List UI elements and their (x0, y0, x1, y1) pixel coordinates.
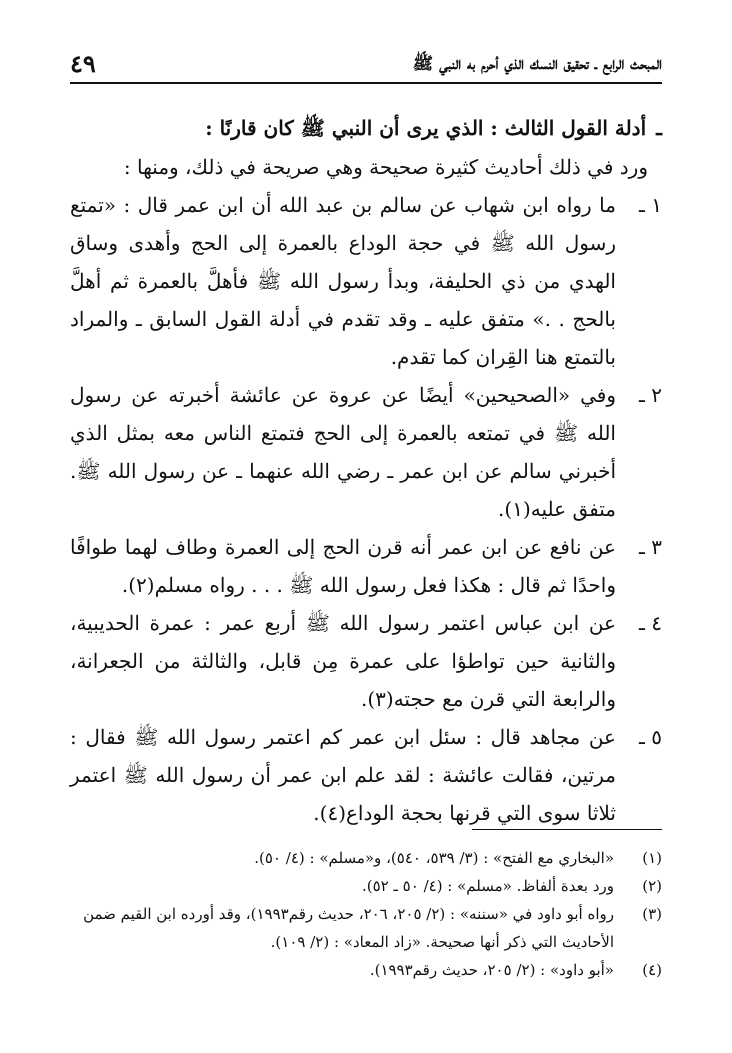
footnote (70, 900, 662, 956)
footnote (70, 956, 662, 984)
hadith-item (70, 376, 662, 528)
page-body (70, 108, 662, 832)
heading-text: أدلة القول الثالث : الذي يرى أن النبي ﷺ كان قارنًا : (205, 116, 647, 140)
item-number: ١ ـ (639, 193, 662, 217)
footnote-number: (٢) (642, 877, 662, 895)
footnote-text: ورد بعدة ألفاظ. «مسلم» : (٤/ ٥٠ ـ ٥٢). (361, 877, 614, 895)
item-text: عن مجاهد قال : سئل ابن عمر كم اعتمر رسول الله ﷺ فقال : مرتين، فقالت عائشة : لقد علم ابن عمر أن رسول الله ﷺ اعتمر ثلاثا سوى التي قرنها بحجة الوداع(٤). (70, 725, 616, 825)
footnote (70, 844, 662, 872)
heading-dash: ـ (656, 116, 662, 140)
item-text: عن ابن عباس اعتمر رسول الله ﷺ أربع عمر : عمرة الحديبية، والثانية حين تواطؤا على عمرة مِن قابل، والثالثة من الجعرانة، والرابعة التي قرن مع حجته(٣). (70, 611, 616, 711)
intro-paragraph: ورد في ذلك أحاديث كثيرة صحيحة وهي صريحة في ذلك، ومنها : (123, 155, 648, 179)
footnote-text: رواه أبو داود في «سننه» : (٢/ ٢٠٥، ٢٠٦، حديث رقم١٩٩٣)، وقد أورده ابن القيم ضمن الأحاديث التي ذكر أنها صحيحة. «زاد المعاد» : (٢/ ١٠٩). (83, 905, 614, 951)
hadith-item (70, 186, 662, 376)
footnotes (70, 844, 662, 984)
section-heading (70, 108, 662, 148)
footnote-text: «أبو داود» : (٢/ ٢٠٥، حديث رقم١٩٩٣). (369, 961, 614, 979)
footnote-number: (٣) (642, 905, 662, 923)
running-title: المبحث الرابع ـ تحقيق النسك الذي أحرم به النبي ﷺ (412, 54, 662, 74)
footnote-number: (٤) (642, 961, 662, 979)
item-number: ٣ ـ (639, 535, 662, 559)
item-number: ٥ ـ (639, 725, 662, 749)
item-number: ٤ ـ (639, 611, 662, 635)
hadith-item (70, 604, 662, 718)
item-text: ما رواه ابن شهاب عن سالم بن عبد الله أن ابن عمر قال : «تمتع رسول الله ﷺ في حجة الوداع بالعمرة إلى الحج وأهدى وساق الهدي من ذي الحليفة، وبدأ رسول الله ﷺ فأهلَّ بالعمرة ثم أهلَّ بالحج . .» متفق عليه ـ وقد تقدم في أدلة القول السابق ـ والمراد بالتمتع هنا القِران كما تقدم. (70, 193, 616, 369)
footnote-text: «البخاري مع الفتح» : (٣/ ٥٣٩، ٥٤٠)، و«مسلم» : (٤/ ٥٠). (254, 849, 614, 867)
item-text: وفي «الصحيحين» أيضًا عن عروة عن عائشة أخبرته عن رسول الله ﷺ في تمتعه بالعمرة إلى الحج فتمتع الناس معه بمثل الذي أخبرني سالم عن ابن عمر ـ رضي الله عنهما ـ عن رسول الله ﷺ. متفق عليه(١). (70, 383, 616, 521)
page-number: ٤٩ (70, 49, 96, 78)
hadith-item (70, 528, 662, 604)
footnote-divider (472, 829, 662, 830)
footnote-number: (١) (642, 849, 662, 867)
item-number: ٢ ـ (639, 383, 662, 407)
item-text: عن نافع عن ابن عمر أنه قرن الحج إلى العمرة وطاف لهما طوافًا واحدًا ثم قال : هكذا فعل رسول الله ﷺ . . . رواه مسلم(٢). (70, 535, 616, 597)
footnote (70, 872, 662, 900)
page-header (70, 36, 662, 84)
hadith-item (70, 718, 662, 832)
